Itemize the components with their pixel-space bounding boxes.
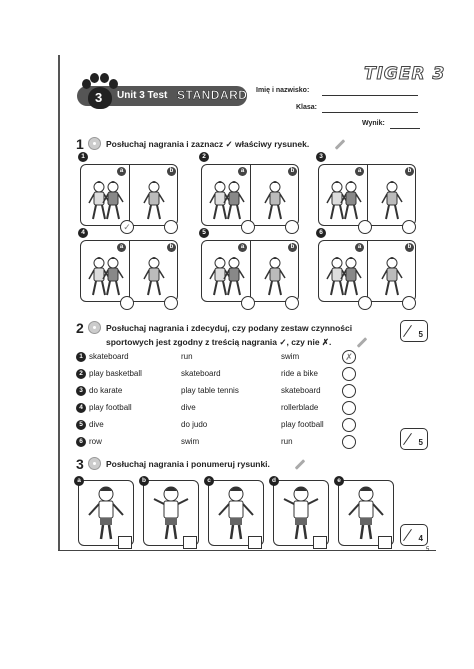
name-label: Imię i nazwisko:: [256, 87, 310, 94]
label-a: a: [117, 167, 126, 176]
answer-circle-b[interactable]: [402, 220, 416, 234]
task2-instruction-line1: Posłuchaj nagrania i zdecyduj, czy podany zestaw czynności: [106, 323, 353, 333]
picture-label: b: [139, 476, 149, 486]
answer-circle-a[interactable]: [120, 296, 134, 310]
scene-b-illustration: [130, 177, 178, 223]
label-b: b: [405, 243, 414, 252]
label-a: a: [238, 243, 247, 252]
answer-circle-a[interactable]: [358, 296, 372, 310]
picture-number: 6: [316, 228, 326, 238]
row-number: 5: [76, 420, 86, 430]
task1-number: 1: [76, 136, 84, 152]
answer-circle-a[interactable]: [241, 296, 255, 310]
task2-number: 2: [76, 320, 84, 336]
level-title: STANDARD: [177, 88, 248, 102]
activity-cell: swim: [281, 352, 300, 361]
answer-circle[interactable]: [342, 435, 356, 449]
answer-circle[interactable]: [342, 384, 356, 398]
activity-cell: play table tennis: [181, 386, 239, 395]
row-number: 4: [76, 403, 86, 413]
label-b: b: [167, 243, 176, 252]
number-answer-box[interactable]: [248, 536, 262, 549]
picture-number: 3: [316, 152, 326, 162]
scene-b-illustration: [130, 253, 178, 299]
task2-score-box-bottom[interactable]: 5: [400, 428, 428, 450]
activity-cell: do judo: [181, 420, 208, 429]
cd-icon: [88, 137, 101, 150]
activity-cell: row: [89, 437, 102, 446]
label-a: a: [117, 243, 126, 252]
answer-circle[interactable]: ✗: [342, 350, 356, 364]
cd-icon: [88, 321, 101, 334]
answer-circle-b[interactable]: [164, 296, 178, 310]
task3-score-box[interactable]: 4: [400, 524, 428, 546]
pencil-icon: [335, 139, 346, 150]
bottom-rule: [58, 550, 436, 551]
scene-a-illustration: [319, 253, 367, 299]
task1-picture: [80, 164, 178, 226]
class-field[interactable]: [296, 104, 420, 111]
scene-b-illustration: [251, 177, 299, 223]
number-answer-box[interactable]: [118, 536, 132, 549]
task3-number: 3: [76, 456, 84, 472]
result-label: Wynik:: [362, 120, 385, 127]
picture-number: 2: [199, 152, 209, 162]
page-number: 5: [426, 547, 430, 553]
picture-number: 1: [78, 152, 88, 162]
task1-picture: [318, 164, 416, 226]
answer-circle-a[interactable]: ✓: [120, 220, 134, 234]
activity-cell: rollerblade: [281, 403, 319, 412]
scene-a-illustration: [202, 177, 250, 223]
task1-picture: [318, 240, 416, 302]
scene-b-illustration: [251, 253, 299, 299]
row-number: 3: [76, 386, 86, 396]
activity-cell: play basketball: [89, 369, 142, 378]
paw-number: 3: [95, 90, 103, 105]
answer-circle-b[interactable]: [285, 296, 299, 310]
activity-cell: swim: [181, 437, 200, 446]
answer-circle[interactable]: [342, 418, 356, 432]
result-field[interactable]: [362, 120, 422, 127]
task2-score-box-top[interactable]: 5: [400, 320, 428, 342]
answer-circle[interactable]: [342, 367, 356, 381]
pencil-icon: [295, 459, 306, 470]
cd-icon: [88, 457, 101, 470]
paw-icon: [80, 73, 120, 111]
activity-cell: run: [181, 352, 193, 361]
task3-instruction: Posłuchaj nagrania i ponumeruj rysunki.: [106, 459, 270, 469]
activity-cell: run: [281, 437, 293, 446]
activity-cell: dive: [181, 403, 196, 412]
pencil-icon: [357, 337, 368, 348]
left-margin-line: [58, 55, 60, 551]
label-b: b: [288, 243, 297, 252]
picture-label: e: [334, 476, 344, 486]
picture-label: d: [269, 476, 279, 486]
picture-label: a: [74, 476, 84, 486]
activity-cell: dive: [89, 420, 104, 429]
scene-a-illustration: [202, 253, 250, 299]
label-a: a: [355, 243, 364, 252]
class-label: Klasa:: [296, 104, 318, 111]
answer-circle[interactable]: [342, 401, 356, 415]
number-answer-box[interactable]: [313, 536, 327, 549]
activity-cell: do karate: [89, 386, 123, 395]
label-b: b: [405, 167, 414, 176]
task1-picture: [201, 240, 299, 302]
number-answer-box[interactable]: [378, 536, 392, 549]
task1-picture: [201, 164, 299, 226]
activity-cell: play football: [281, 420, 324, 429]
row-number: 2: [76, 369, 86, 379]
activity-cell: skateboard: [281, 386, 321, 395]
name-field[interactable]: [256, 87, 420, 94]
scene-a-illustration: [319, 177, 367, 223]
label-b: b: [167, 167, 176, 176]
answer-circle-b[interactable]: [285, 220, 299, 234]
picture-number: 5: [199, 228, 209, 238]
task1-picture: [80, 240, 178, 302]
picture-label: c: [204, 476, 214, 486]
task1-instruction: Posłuchaj nagrania i zaznacz ✓ właściwy rysunek.: [106, 139, 310, 149]
label-a: a: [355, 167, 364, 176]
answer-circle-a[interactable]: [358, 220, 372, 234]
activity-cell: play football: [89, 403, 132, 412]
activity-cell: skateboard: [181, 369, 221, 378]
activity-cell: skateboard: [89, 352, 129, 361]
picture-number: 4: [78, 228, 88, 238]
answer-circle-a[interactable]: [241, 220, 255, 234]
scene-b-illustration: [368, 177, 416, 223]
row-number: 1: [76, 352, 86, 362]
row-number: 6: [76, 437, 86, 447]
answer-circle-b[interactable]: [402, 296, 416, 310]
answer-circle-b[interactable]: [164, 220, 178, 234]
task2-instruction-line2: sportowych jest zgodny z treścią nagrania ✓, czy nie ✗.: [106, 337, 332, 347]
scene-a-illustration: [81, 253, 129, 299]
scene-a-illustration: [81, 177, 129, 223]
number-answer-box[interactable]: [183, 536, 197, 549]
activity-cell: ride a bike: [281, 369, 318, 378]
label-b: b: [288, 167, 297, 176]
tiger-logo: TIGER 3: [364, 64, 446, 84]
label-a: a: [238, 167, 247, 176]
unit-title: Unit 3 Test: [117, 90, 168, 101]
scene-b-illustration: [368, 253, 416, 299]
